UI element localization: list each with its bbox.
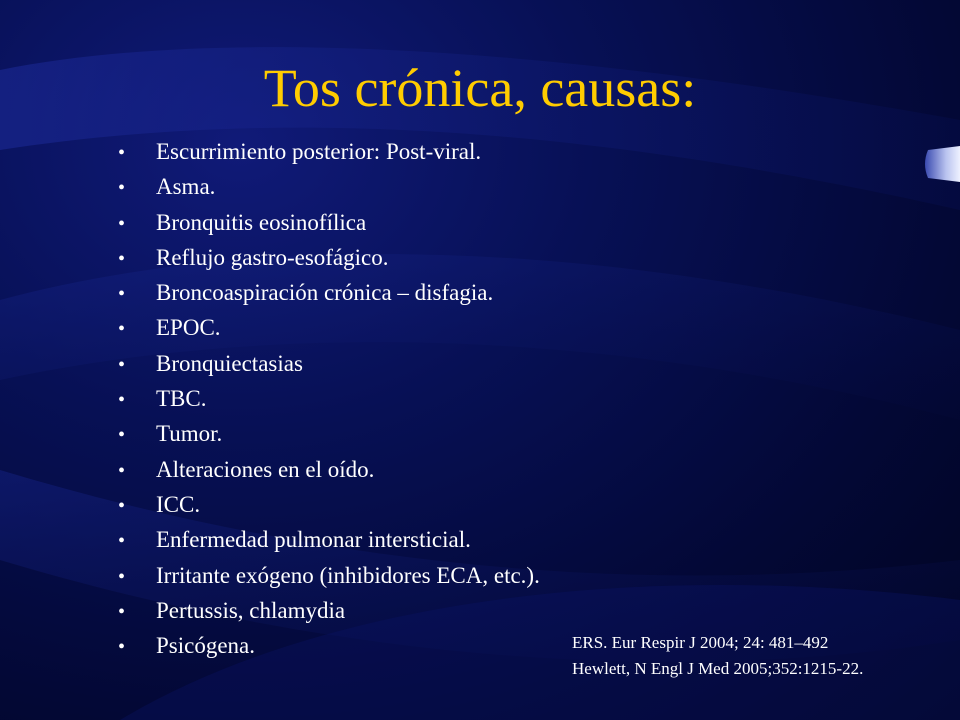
references	[572, 630, 863, 682]
list-item-text: Alteraciones en el oído.	[156, 456, 375, 482]
bullet-icon: •	[118, 389, 126, 412]
list-item	[118, 416, 540, 451]
list-item-text: Irritante exógeno (inhibidores ECA, etc.).	[156, 562, 540, 588]
list-item-text: Escurrimiento posterior: Post-viral.	[156, 139, 482, 164]
list-item-text: Bronquitis eosinofílica	[156, 209, 367, 235]
bullet-icon: •	[118, 318, 126, 341]
list-item-text: Pertussis, chlamydia	[156, 597, 346, 623]
list-item	[118, 452, 540, 487]
reference-line: ERS. Eur Respir J 2004; 24: 481–492	[572, 633, 829, 652]
bullet-icon: •	[118, 636, 126, 659]
cause-list	[118, 134, 540, 663]
list-item	[118, 487, 540, 522]
list-item	[118, 134, 540, 169]
list-item-text: Asma.	[156, 174, 216, 200]
list-item-text: Tumor.	[156, 421, 223, 447]
list-item	[118, 169, 540, 204]
list-item-text: TBC.	[156, 386, 207, 412]
list-item	[118, 205, 540, 240]
bullet-icon: •	[118, 142, 126, 164]
list-item	[118, 628, 540, 663]
slide-title: Tos crónica, causas:	[263, 58, 697, 118]
list-item-text: Psicógena.	[156, 633, 256, 659]
list-item-text: EPOC.	[156, 315, 221, 341]
bullet-icon: •	[118, 247, 126, 270]
list-item-text: Bronquiectasias	[156, 350, 303, 376]
bullet-icon: •	[118, 177, 126, 200]
decorative-tab-shape	[922, 146, 960, 182]
list-item	[118, 275, 540, 310]
bullet-icon: •	[118, 424, 126, 447]
list-item	[118, 240, 540, 275]
bullet-icon: •	[118, 600, 126, 623]
list-item-text: Broncoaspiración crónica – disfagia.	[156, 280, 494, 306]
bullet-icon: •	[118, 494, 126, 517]
list-item	[118, 593, 540, 628]
list-item	[118, 381, 540, 416]
list-item	[118, 310, 540, 345]
bullet-icon: •	[118, 530, 126, 553]
bullet-icon: •	[118, 283, 126, 306]
list-item-text: Reflujo gastro-esofágico.	[156, 244, 389, 270]
bullet-icon: •	[118, 353, 126, 376]
bullet-icon: •	[118, 565, 126, 588]
list-item	[118, 522, 540, 557]
list-item-text: Enfermedad pulmonar intersticial.	[156, 527, 471, 553]
bullet-icon: •	[118, 459, 126, 482]
list-item	[118, 346, 540, 381]
list-item-text: ICC.	[156, 491, 201, 517]
bullet-icon: •	[118, 212, 126, 235]
reference-line: Hewlett, N Engl J Med 2005;352:1215-22.	[572, 659, 864, 678]
list-item	[118, 558, 540, 593]
